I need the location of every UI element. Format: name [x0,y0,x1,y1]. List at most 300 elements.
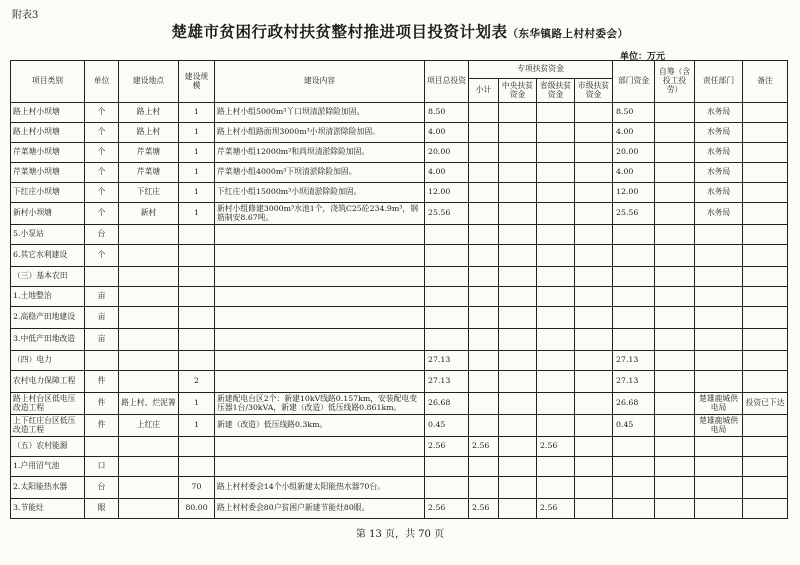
cell-scale [179,307,215,329]
cell-remarks [743,351,788,371]
cell-unit [85,437,119,457]
cell-subtotal [469,287,499,307]
cell-responsible: 水务局 [695,123,743,143]
cell-self-raised [655,307,695,329]
cell-municipal [575,307,613,329]
table-row [11,267,788,287]
cell-self-raised [655,457,695,477]
cell-municipal [575,329,613,351]
cell-self-raised [655,329,695,351]
cell-department [613,307,655,329]
cell-responsible [695,351,743,371]
cell-municipal [575,143,613,163]
cell-total: 4.00 [425,123,469,143]
cell-category: 5.小泵站 [11,225,85,245]
cell-location: 路上村 [119,103,179,123]
cell-unit: 亩 [85,307,119,329]
cell-central [499,371,537,393]
cell-provincial [537,393,575,415]
cell-total: 2.56 [425,499,469,519]
cell-department [613,329,655,351]
cell-provincial [537,415,575,437]
cell-location: 路上村 [119,123,179,143]
cell-self-raised [655,183,695,203]
cell-provincial [537,225,575,245]
cell-responsible: 水务局 [695,143,743,163]
cell-department: 25.56 [613,203,655,225]
cell-municipal [575,225,613,245]
table-row [11,415,788,437]
header-provincial: 省级扶贫资金 [537,79,575,103]
header-unit: 单位 [85,61,119,103]
cell-location [119,307,179,329]
cell-category: 新村小坝塘 [11,203,85,225]
cell-department [613,499,655,519]
cell-provincial [537,267,575,287]
cell-central [499,163,537,183]
cell-unit: 台 [85,225,119,245]
header-department: 部门资金 [613,61,655,103]
cell-responsible [695,267,743,287]
cell-provincial [537,307,575,329]
cell-location [119,437,179,457]
table-row [11,245,788,267]
page-footer: 第 13 页，共 70 页 [355,529,445,540]
cell-total [425,245,469,267]
cell-municipal [575,203,613,225]
cell-subtotal [469,307,499,329]
cell-total: 25.56 [425,203,469,225]
cell-content [215,351,425,371]
cell-central [499,103,537,123]
header-central: 中央扶贫资金 [499,79,537,103]
cell-location [119,329,179,351]
cell-subtotal [469,103,499,123]
header-remarks: 备注 [743,61,788,103]
cell-self-raised [655,477,695,499]
cell-provincial [537,477,575,499]
cell-municipal [575,499,613,519]
cell-content [215,371,425,393]
table-row [11,437,788,457]
cell-unit [85,267,119,287]
cell-scale: 1 [179,163,215,183]
cell-content [215,437,425,457]
cell-total: 8.50 [425,103,469,123]
header-location: 建设地点 [119,61,179,103]
cell-municipal [575,287,613,307]
cell-responsible: 水务局 [695,103,743,123]
cell-total [425,457,469,477]
cell-subtotal [469,351,499,371]
cell-scale [179,351,215,371]
cell-unit: 眼 [85,499,119,519]
cell-responsible [695,307,743,329]
cell-scale [179,267,215,287]
cell-responsible [695,225,743,245]
cell-department: 27.13 [613,371,655,393]
table-row [11,287,788,307]
cell-subtotal [469,123,499,143]
cell-content: 下红庄小组15000m³小坝清淤除险加固。 [215,183,425,203]
cell-location: 芹菜塘 [119,143,179,163]
cell-scale [179,457,215,477]
table-row [11,477,788,499]
cell-central [499,203,537,225]
cell-self-raised [655,225,695,245]
cell-unit: 个 [85,203,119,225]
cell-central [499,499,537,519]
cell-department: 0.45 [613,415,655,437]
cell-subtotal [469,143,499,163]
cell-central [499,123,537,143]
cell-central [499,351,537,371]
cell-location: 下红庄 [119,183,179,203]
cell-category: 1.土地整治 [11,287,85,307]
table-body [11,103,788,519]
cell-category: 上下红庄台区低压改造工程 [11,415,85,437]
cell-department [613,225,655,245]
cell-department [613,287,655,307]
cell-department [613,245,655,267]
cell-department: 26.68 [613,393,655,415]
cell-responsible: 水务局 [695,203,743,225]
cell-subtotal [469,203,499,225]
cell-scale [179,287,215,307]
cell-responsible [695,245,743,267]
cell-remarks [743,415,788,437]
cell-unit: 个 [85,183,119,203]
table-row [11,457,788,477]
table-row [11,351,788,371]
cell-municipal [575,457,613,477]
cell-category: 芹菜塘小坝塘 [11,163,85,183]
cell-unit: 件 [85,393,119,415]
cell-subtotal [469,329,499,351]
cell-unit: 个 [85,123,119,143]
table-row [11,103,788,123]
cell-department: 8.50 [613,103,655,123]
cell-scale: 2 [179,371,215,393]
cell-content [215,225,425,245]
cell-responsible [695,499,743,519]
cell-central [499,437,537,457]
cell-unit: 个 [85,245,119,267]
cell-content: 新建（改造）低压线路0.3km。 [215,415,425,437]
cell-responsible: 水务局 [695,183,743,203]
cell-total: 20.00 [425,143,469,163]
cell-remarks [743,225,788,245]
cell-provincial [537,203,575,225]
cell-location: 新村 [119,203,179,225]
cell-subtotal [469,371,499,393]
cell-self-raised [655,245,695,267]
cell-municipal [575,371,613,393]
cell-responsible: 水务局 [695,163,743,183]
cell-remarks: 投资已下达 [743,393,788,415]
cell-self-raised [655,393,695,415]
cell-content [215,267,425,287]
cell-subtotal [469,267,499,287]
header-responsible: 责任部门 [695,61,743,103]
cell-subtotal [469,457,499,477]
cell-total [425,477,469,499]
cell-scale: 80.00 [179,499,215,519]
table-row [11,143,788,163]
cell-subtotal [469,477,499,499]
cell-category: 路上村小坝塘 [11,123,85,143]
cell-location [119,477,179,499]
cell-unit: 件 [85,415,119,437]
cell-total [425,329,469,351]
cell-total: 2.56 [425,437,469,457]
cell-municipal [575,351,613,371]
cell-content: 路上村小组5000m³丫口坝清淤除险加固。 [215,103,425,123]
cell-remarks [743,499,788,519]
cell-self-raised [655,351,695,371]
cell-responsible [695,477,743,499]
cell-content: 路上村村委会80户贫困户新建节能灶80眼。 [215,499,425,519]
cell-responsible [695,329,743,351]
cell-content: 芹菜塘小组4000m³下坝清淤除险加固。 [215,163,425,183]
cell-scale: 1 [179,415,215,437]
cell-location [119,225,179,245]
cell-municipal [575,103,613,123]
cell-provincial [537,287,575,307]
cell-scale [179,245,215,267]
header-municipal: 市级扶贫资金 [575,79,613,103]
table-row [11,163,788,183]
header-self-raised: 自筹（含投工投劳） [655,61,695,103]
cell-municipal [575,477,613,499]
cell-central [499,307,537,329]
cell-location [119,245,179,267]
table-row [11,183,788,203]
cell-municipal [575,123,613,143]
cell-content [215,329,425,351]
cell-provincial: 2.56 [537,437,575,457]
cell-remarks [743,203,788,225]
cell-location [119,371,179,393]
cell-provincial [537,143,575,163]
cell-unit: 件 [85,371,119,393]
cell-provincial [537,103,575,123]
cell-location: 上红庄 [119,415,179,437]
cell-category: 2.太阳能热水器 [11,477,85,499]
cell-content: 新建配电台区2个：新建10kV线路0.157km，安装配电变压器1台/30kVA，新建（改造）低压线路0.861km。 [215,393,425,415]
cell-content [215,457,425,477]
cell-central [499,329,537,351]
cell-provincial [537,457,575,477]
cell-total [425,287,469,307]
cell-central [499,245,537,267]
cell-remarks [743,103,788,123]
cell-department [613,477,655,499]
cell-remarks [743,371,788,393]
header-total: 项目总投资 [425,61,469,103]
cell-content: 路上村村委会14个小组新建太阳能热水器70台。 [215,477,425,499]
cell-responsible [695,437,743,457]
cell-content [215,307,425,329]
cell-location [119,499,179,519]
cell-scale: 1 [179,103,215,123]
cell-central [499,415,537,437]
cell-remarks [743,183,788,203]
cell-department [613,457,655,477]
cell-municipal [575,245,613,267]
table-row [11,329,788,351]
cell-provincial [537,123,575,143]
header-special-fund: 专项扶贫资金 [469,61,613,79]
title-suffix: （东华镇路上村村委会） [507,28,629,40]
header-content: 建设内容 [215,61,425,103]
cell-provincial [537,163,575,183]
cell-department: 12.00 [613,183,655,203]
cell-category: 3.中低产田地改造 [11,329,85,351]
cell-remarks [743,329,788,351]
cell-self-raised [655,437,695,457]
cell-responsible: 楚雄鹿城供电局 [695,393,743,415]
cell-self-raised [655,143,695,163]
cell-self-raised [655,123,695,143]
header-category: 项目类别 [11,61,85,103]
cell-unit: 亩 [85,329,119,351]
cell-category: （五）农村能源 [11,437,85,457]
cell-self-raised [655,287,695,307]
cell-category: 路上村台区低电压改造工程 [11,393,85,415]
cell-responsible [695,371,743,393]
cell-location: 路上村、烂泥箐 [119,393,179,415]
table-row [11,123,788,143]
cell-total: 12.00 [425,183,469,203]
cell-category: 2.高稳产田地建设 [11,307,85,329]
cell-total: 27.13 [425,371,469,393]
cell-category: （三）基本农田 [11,267,85,287]
table-row [11,371,788,393]
cell-total: 26.68 [425,393,469,415]
cell-total: 27.13 [425,351,469,371]
cell-municipal [575,183,613,203]
cell-subtotal [469,415,499,437]
cell-self-raised [655,203,695,225]
cell-remarks [743,245,788,267]
cell-provincial [537,329,575,351]
cell-category: （四）电力 [11,351,85,371]
cell-responsible [695,287,743,307]
header-scale: 建设规模 [179,61,215,103]
cell-self-raised [655,267,695,287]
cell-provincial [537,371,575,393]
cell-category: 6.其它水利建设 [11,245,85,267]
cell-category: 1.户用沼气池 [11,457,85,477]
cell-responsible: 楚雄鹿城供电局 [695,415,743,437]
cell-content: 路上村小组路面坝3000m³小坝清淤除险加固。 [215,123,425,143]
table-row [11,307,788,329]
cell-location [119,287,179,307]
cell-department: 27.13 [613,351,655,371]
table-row [11,203,788,225]
cell-department [613,267,655,287]
table-row [11,393,788,415]
cell-remarks [743,267,788,287]
cell-scale: 1 [179,393,215,415]
cell-remarks [743,123,788,143]
cell-scale: 1 [179,183,215,203]
cell-department: 20.00 [613,143,655,163]
cell-central [499,457,537,477]
title-main: 楚雄市贫困行政村扶贫整村推进项目投资计划表 [171,22,508,41]
unit-label: 单位：万元 [620,52,666,62]
cell-central [499,477,537,499]
cell-central [499,267,537,287]
cell-location [119,457,179,477]
cell-scale: 1 [179,203,215,225]
cell-content: 新村小组修建3000m³水池1个，浇筑C25砼234.9m³，钢筋制安8.67吨。 [215,203,425,225]
cell-content: 芹菜塘小组12000m³和尚坝清淤除险加固。 [215,143,425,163]
cell-scale [179,437,215,457]
cell-scale [179,225,215,245]
cell-unit: 个 [85,163,119,183]
cell-remarks [743,437,788,457]
cell-remarks [743,163,788,183]
cell-provincial [537,245,575,267]
cell-self-raised [655,499,695,519]
cell-self-raised [655,371,695,393]
table-row [11,225,788,245]
cell-department: 4.00 [613,163,655,183]
cell-central [499,183,537,203]
cell-subtotal [469,183,499,203]
cell-unit: 口 [85,457,119,477]
cell-unit [85,351,119,371]
cell-content [215,245,425,267]
cell-municipal [575,267,613,287]
cell-unit: 个 [85,143,119,163]
cell-remarks [743,457,788,477]
cell-department: 4.00 [613,123,655,143]
cell-location [119,351,179,371]
cell-municipal [575,393,613,415]
cell-location: 芹菜塘 [119,163,179,183]
cell-scale [179,329,215,351]
cell-department [613,437,655,457]
cell-unit: 台 [85,477,119,499]
cell-scale: 70 [179,477,215,499]
cell-category: 农村电力保障工程 [11,371,85,393]
cell-remarks [743,143,788,163]
cell-location [119,267,179,287]
cell-remarks [743,477,788,499]
cell-subtotal [469,245,499,267]
cell-municipal [575,415,613,437]
cell-remarks [743,287,788,307]
cell-category: 路上村小坝塘 [11,103,85,123]
cell-self-raised [655,163,695,183]
cell-scale: 1 [179,143,215,163]
cell-subtotal: 2.56 [469,437,499,457]
cell-central [499,225,537,245]
cell-central [499,393,537,415]
cell-central [499,143,537,163]
cell-provincial: 2.56 [537,499,575,519]
cell-total [425,225,469,245]
cell-category: 芹菜塘小坝塘 [11,143,85,163]
cell-self-raised [655,103,695,123]
cell-total: 4.00 [425,163,469,183]
cell-municipal [575,437,613,457]
cell-subtotal: 2.56 [469,499,499,519]
cell-category: 3.节能灶 [11,499,85,519]
